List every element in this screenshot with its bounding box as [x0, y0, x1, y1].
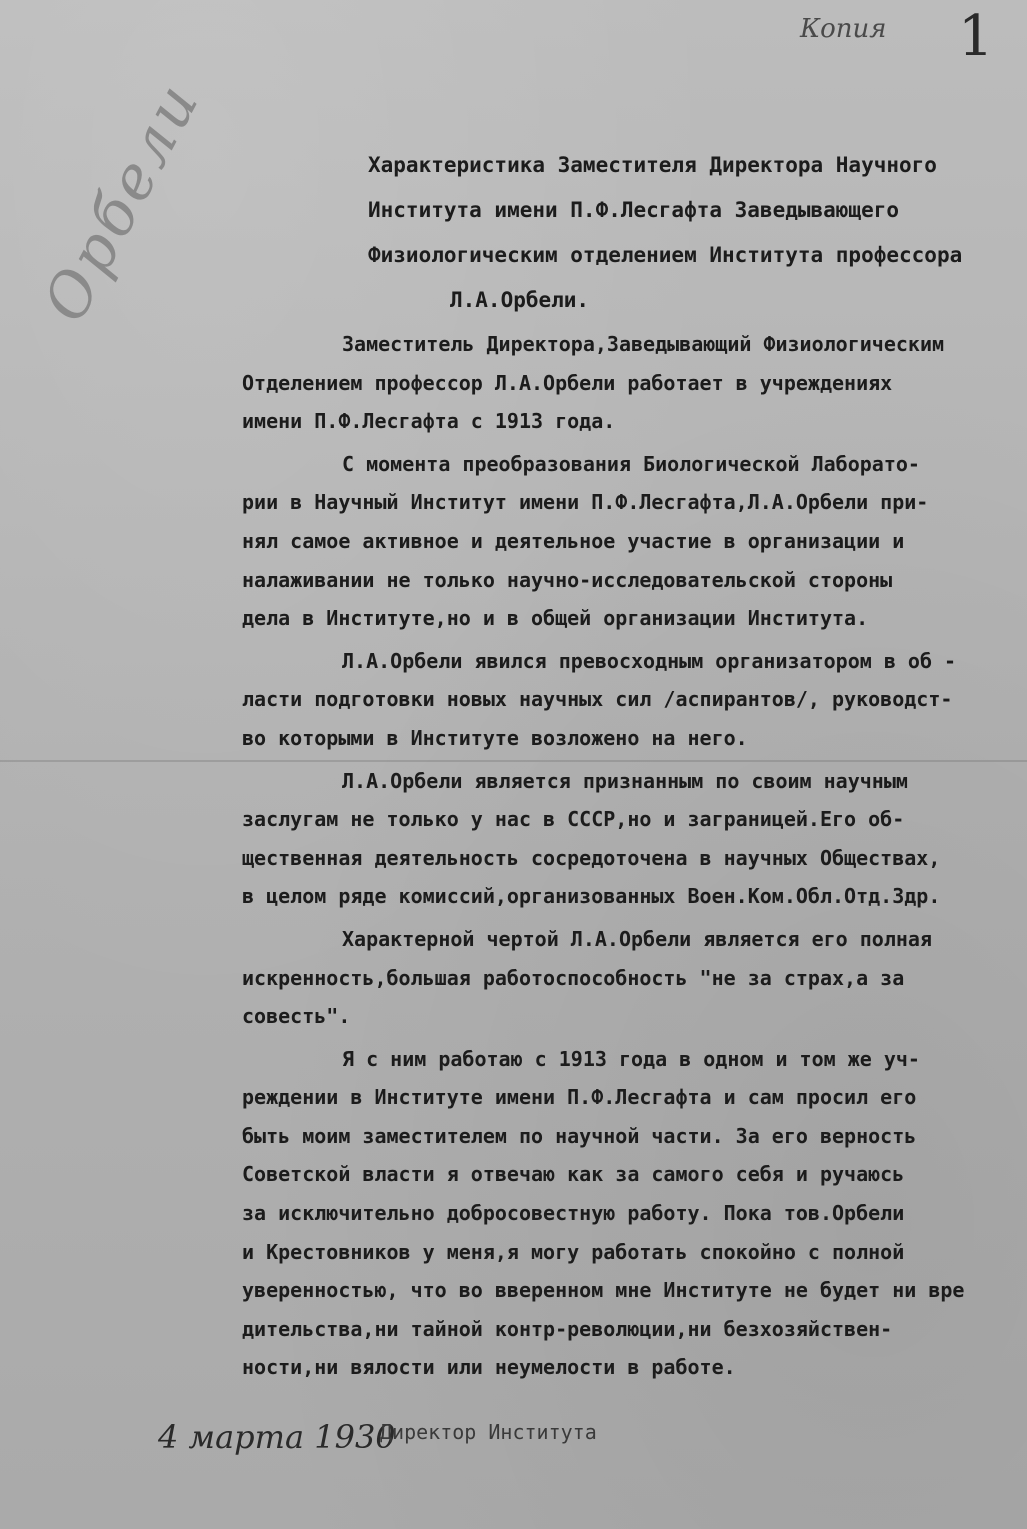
- paragraph: [242, 1040, 1022, 1387]
- text-line: щественная деятельность сосредоточена в научных Обществах,: [242, 845, 941, 870]
- text-line: заслугам не только у нас в СССР,но и заграницей.Его об-: [242, 807, 905, 832]
- text-line: ласти подготовки новых научных сил /аспирантов/, руководст-: [242, 687, 953, 712]
- date-handwritten: 4 марта 1930: [158, 1418, 396, 1456]
- margin-name-handwritten: Орбели: [30, 69, 215, 333]
- text-line: в целом ряде комиссий,организованных Воен.Ком.Обл.Отд.Здр.: [242, 884, 941, 909]
- page-number-handwritten: 1: [958, 4, 994, 69]
- text-line: налаживании не только научно-исследовательской стороны: [242, 567, 893, 592]
- text-line: уверенностью, что во вверенном мне Институте не будет ни вре: [242, 1278, 965, 1303]
- text-line: реждении в Институте имени П.Ф.Лесгафта и сам просил его: [242, 1085, 917, 1110]
- copy-mark-handwritten: Копия: [800, 14, 887, 44]
- signature-line: Директор Института: [380, 1420, 597, 1444]
- text-line: Характерной чертой Л.А.Орбели является его полная: [342, 926, 933, 951]
- text-line: нял самое активное и деятельное участие в организации и: [242, 528, 905, 553]
- text-line: Заместитель Директора,Заведывающий Физиологическим: [342, 332, 945, 356]
- text-line: искренность,большая работоспособность "не за страх,а за: [242, 965, 905, 990]
- text-line: С момента преобразования Биологической Лаборато-: [342, 451, 920, 476]
- document-body: [242, 325, 1022, 1387]
- text-line: и Крестовников у меня,я могу работать спокойно с полной: [242, 1239, 905, 1264]
- title-line: Л.А.Орбели.: [450, 288, 590, 312]
- paragraph: [242, 762, 1022, 916]
- paragraph: [242, 445, 1022, 638]
- text-line: во которыми в Институте возложено на него.: [242, 725, 748, 750]
- text-line: Советской власти я отвечаю как за самого себя и ручаюсь: [242, 1162, 905, 1187]
- title-line: Института имени П.Ф.Лесгафта Заведывающего: [368, 198, 900, 222]
- text-line: за исключительно добросовестную работу. Пока тов.Орбели: [242, 1201, 905, 1226]
- text-line: быть моим заместителем по научной части. За его верность: [242, 1123, 917, 1148]
- text-line: Отделением профессор Л.А.Орбели работает в учреждениях: [242, 370, 893, 395]
- document-title: [368, 143, 1008, 323]
- text-line: дительства,ни тайной контр-революции,ни безхозяйствен-: [242, 1316, 893, 1341]
- text-line: рии в Научный Институт имени П.Ф.Лесгафта,Л.А.Орбели при-: [242, 490, 929, 515]
- paragraph: [242, 325, 1022, 441]
- text-line: Л.А.Орбели является признанным по своим научным: [342, 768, 908, 793]
- text-line: Л.А.Орбели явился превосходным организатором в об -: [342, 648, 957, 673]
- text-line: ности,ни вялости или неумелости в работе.: [242, 1355, 736, 1380]
- paragraph: [242, 920, 1022, 1036]
- paragraph: [242, 642, 1022, 758]
- text-line: Я с ним работаю с 1913 года в одном и том же уч-: [342, 1046, 920, 1071]
- text-line: имени П.Ф.Лесгафта с 1913 года.: [242, 409, 616, 434]
- text-line: совесть".: [242, 1004, 351, 1029]
- text-line: дела в Институте,но и в общей организации Института.: [242, 606, 869, 631]
- title-line: Физиологическим отделением Института профессора: [368, 243, 963, 267]
- title-line: Характеристика Заместителя Директора Научного: [368, 153, 937, 177]
